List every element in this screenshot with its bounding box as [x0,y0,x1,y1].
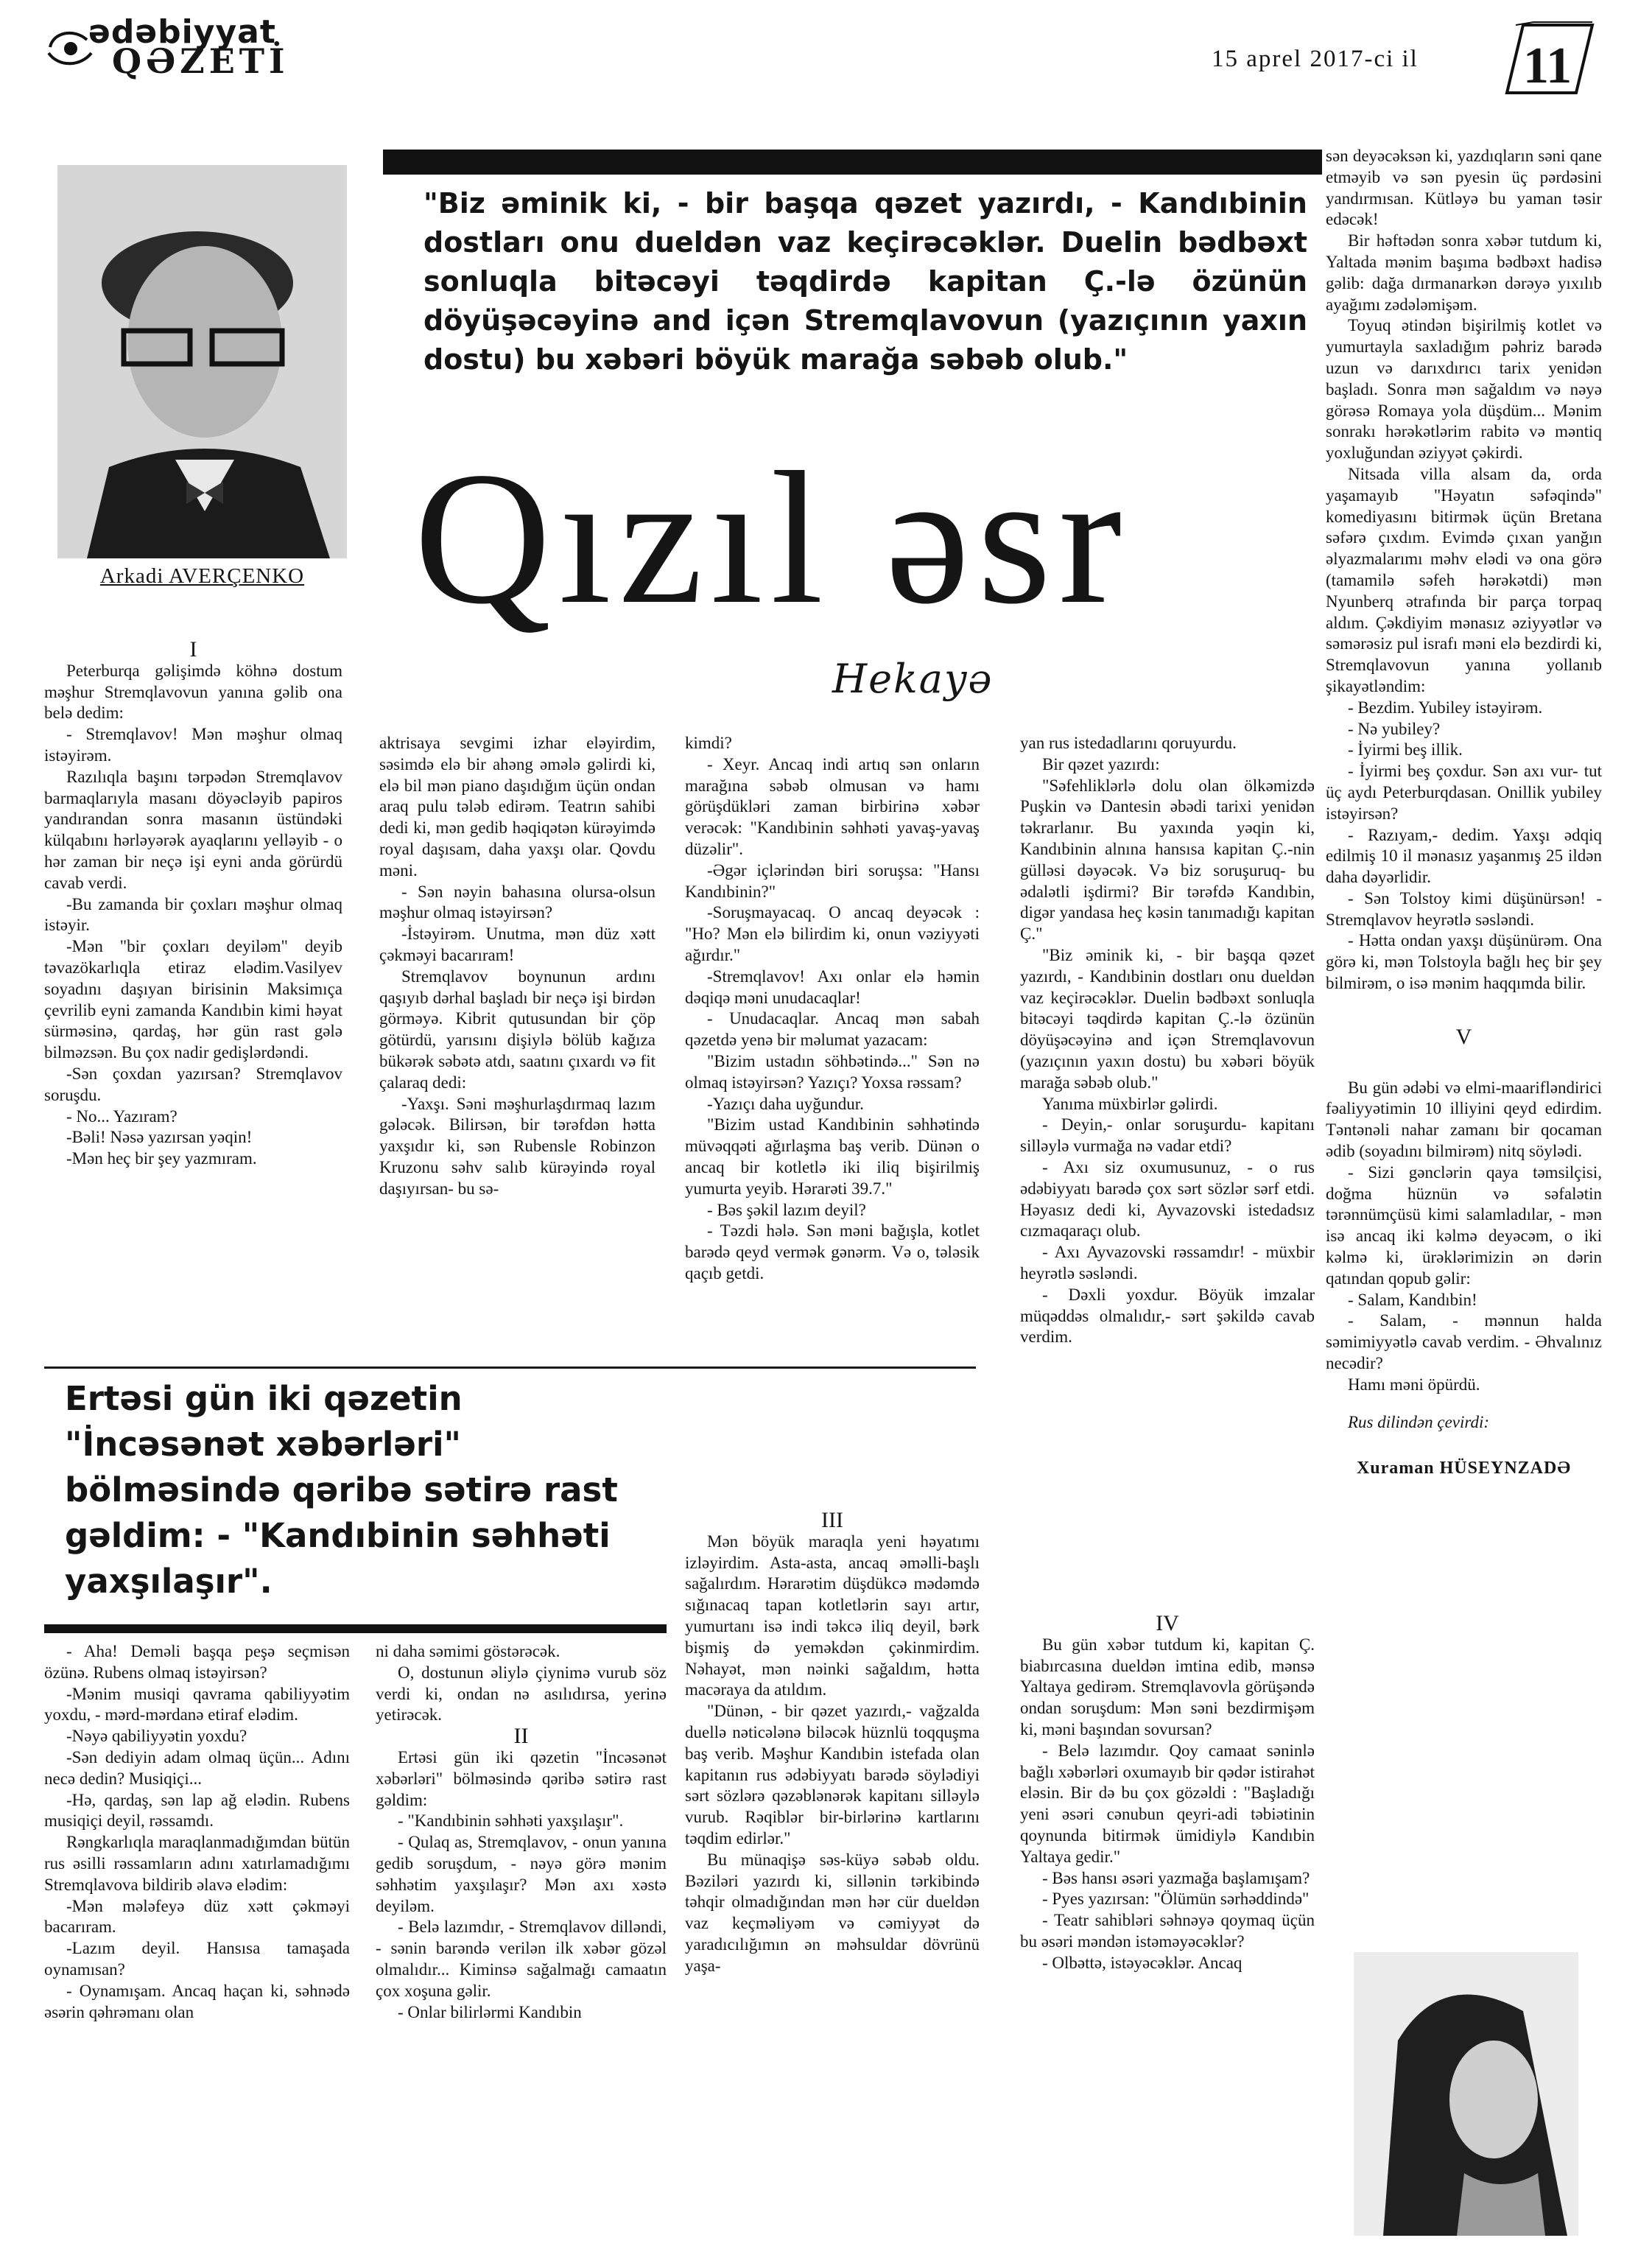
paragraph: -Soruşmayacaq. O ancaq deyəcək : "Ho? Mən elə bilirdim ki, onun vəziyyəti ağırdır." [685,903,980,964]
paragraph: - Belə lazımdır, - Stremqlavov dilləndi, - sənin barəndə verilən ilk xəbər gözəl olmalıdır... Kiminsə sağalmağı camaatın çox xoşuna gəlir. [376,1918,667,2000]
paragraph: - Razıyam,- dedim. Yaxşı ədqiq edilmiş 10 il mənasız yaşanmış 25 ildən daha dəyərlidir. [1326,825,1602,887]
paragraph: - Nə yubiley? [1348,719,1441,738]
paragraph: Razılıqla başını tərpədən Stremqlavov barmaqlarıyla masanı döyəcləyib papiros yandırandan sonra masanın üstündəki külqabını hərləyərək ayaqlarını yelləyib - o hər zaman bir neçə işi eyni anda görürdü cavab verdi. [44,767,342,892]
paragraph: Bir qəzet yazırdı: [1042,754,1160,773]
paragraph: - Xeyr. Ancaq indi artıq sən onların marağına səbəb olmusan və hamı görüşdükləri zaman birbirinə xəbər verəcək: "Kandıbinin səhhəti yavaş-yavaş düzəlir". [685,754,980,858]
page-number: 11 [1523,38,1572,94]
paragraph: - Təzdi hələ. Sən məni bağışla, kotlet barədə qeyd vermək gənərm. Və o, tələsik qaçıb getdi. [685,1221,980,1283]
paragraph: -Nəyə qabiliyyətin yoxdu? [66,1727,247,1746]
paragraph: -Lazım deyil. Hansısa tamaşada oynamısan? [44,1939,350,1979]
paragraph: -Əgər içlərindən biri soruşsa: "Hansı Kandıbinin?" [685,860,980,901]
paragraph: Nitsada villa alsam da, ordа yaşamayıb "Həyatın səfəqində" komediyasını bitirmək üçün Bretana səfərə çıxdım. Evimdə çıxan yanğın əlyazmalarımı məhv elədi və ona görə (tamamilə səfeh hərəkətdi) mən Nyunberq ətrafında bir parça torpaq aldım. Çəkdiyim mənasız əziyyətlər və səmərəsiz pul israfı məni elə bezdirdi ki, Stremqlavovun yanına yollanıb şikayətləndim: [1326,464,1602,695]
paragraph: Ertəsi gün iki qəzetin "İncəsənət xəbərləri" bölməsində qəribə sətirə rast gəldim: [376,1747,667,1809]
paragraph: -Bəli! Nəsə yazırsan yəqin! [66,1128,253,1147]
paragraph: yan rus istedadlarını qoruyurdu. [1020,734,1237,752]
translator-name: Xuraman HÜSEYNZADƏ [1356,1459,1572,1478]
paragraph: Toyuq ətindən bişirilmiş kotlet və yumurtayla saxladığım pəhriz barədə uzun və darıxdırıcı tarix yenidən başladı. Sonra mən sağaldım və nəyə görəsə Romaya yola düşdüm... Mənim sonrakı hərəkətlərim rabitə və məntiq yoxluğundan əziyyət çəkirdi. [1326,316,1602,463]
paragraph: - Deyin,- onlar soruşurdu- kapitanı silləylə vurmağa nə vadar etdi? [1020,1115,1315,1156]
paragraph: Bir həftədən sonra xəbər tutdum ki, Yaltada mənim başıma bədbəxt hadisə gəlib: dağa dırmanarkən dərəyə yıxılıb ayağımı zədələmişəm. [1326,231,1602,314]
paragraph: - Salam, Kandıbin! [1348,1290,1477,1309]
paragraph: - Teatr sahibləri səhnəyə qoymaq üçün bu əsəri məndən istəməyəcəklər? [1020,1911,1315,1951]
paragraph: -Mən "bir çoxları deyiləm" deyib təvazökarlıqla etiraz elədim.Vasilyev soyadını daşıyan birisinin Maksimıça çevrilib eyni zamanda Kandıbin kimi həyat sürməsinə, qardaş, hər gün rast gələ bilməzsən. Bu çox nadir gedişlərdəndi. [44,937,342,1062]
paragraph: -Yazıçı daha uyğundur. [707,1094,864,1113]
paragraph: aktrisaya sevgimi izhar eləyirdim, səsimdə elə bir ahəng əmələ gəlirdi ki, elə bil mən piano daşıdığım üçün ondan araq pulu tələb edirəm. Teatrın sahibi dedi ki, mən gedib həqiqətən kürəyimdə royal daşısam, daha yaxşı olar. Qovdu məni. [379,734,655,880]
paragraph: "Səfehliklərlə dolu olan ölkəmizdə Puşkin və Dantesin əbədi tarixi yenidən təkrarlanır. Bu yaxında yəqin ki, Kandıbinin alnına hansısa kapitan Ç.-nin gülləsi dəyəcək. Və biz soruşuruq- bu ədalətli işdirmi? Bir tərəfdə Kandıbin, digər yandasa heç kəsin tanımadığı kapitan Ç." [1020,776,1315,944]
paragraph: - Sizi gənclərin qaya təmsilçisi, doğma hüznün və səfalətin tərənnümçüsü kimi salamladılar, - mən isə ancaq iki kəlmə deyəcəm, o iki kəlmə ki, ürəklərimizin ən dərin qatından qopub gəlir: [1326,1162,1602,1288]
newspaper-logo [44,13,354,81]
paragraph: -Hə, qardaş, sən lap ağ elədin. Rubens musiqiçi deyil, rəssamdı. [44,1790,350,1831]
page-number-box [1501,21,1597,94]
paragraph: Yanıma müxbirlər gəlirdi. [1042,1094,1218,1113]
paragraph: Rəngkarlıqla maraqlanmadığımdan bütün rus əsilli rəssamların adını xatırlamadığımı Stremqlavova bildirib əlavə elədim: [44,1833,350,1894]
paragraph: - İyirmi beş illik. [1348,740,1463,759]
paragraph: "Bizim ustadın söhbətində..." Sən nə olmaq istəyirsən? Yazıçı? Yoxsa rəssam? [685,1051,980,1092]
paragraph: - Stremqlavov! Mən məşhur olmaq istəyirəm. [44,725,342,765]
paragraph: - Belə lazımdır. Qoy camaat səninlə bağlı xəbərləri oxumayıb bir qədər istirahət eləsin. Bir də bu çox gözəldi : "Başladığı yeni əsəri cənubun qeyri-adi təbiətinin qoynunda bitirmək ümidiylə Kandıbin Yaltaya gedir." [1020,1741,1315,1866]
column-4-top [1020,733,1315,1348]
paragraph: ni daha səmimi göstərəcək. [376,1642,560,1660]
paragraph: sən deyəcəksən ki, yazdıqların səni qane etməyib və sən pyesin üç pərdəsini yandırmısan. Kütləyə bu yaman təsir edəcək! [1326,147,1602,229]
paragraph: - Aha! Deməli başqa peşə seçmisən özünə. Rubens olmaq istəyirsən? [44,1642,350,1682]
column-3-top [685,733,980,1285]
story-title: Qızıl əsr [414,432,1130,643]
paragraph: - Sən nəyin bahasına olursa-olsun məşhur olmaq istəyirsən? [379,882,655,922]
paragraph: - Dəxli yoxdur. Böyük imzalar müqəddəs olmalıdır,- sərt şəkildə cavab verdim. [1020,1285,1315,1347]
paragraph: - Bəs şəkil lazım deyil? [707,1200,866,1219]
column-1-top [44,639,342,1170]
paragraph: -Mən mələfeyə düz xətt çəkməyi bacarıram. [44,1896,350,1937]
translator-credit: Rus dilindən çevirdi: [1348,1412,1490,1431]
paragraph: "Dünən, - bir qəzet yazırdı,- vağzalda duellə nəticələnə biləcək hüznlü toqquşma baş verib. Məşhur Kandıbin istefada olan kapitanın rus ədəbiyyatı barədə söylədiyi sərt sözlərə qəzəblənərək kapitanı silləylə vurub. Rəqiblər bir-birlərinə kartlarını təqdim edirlər." [685,1702,980,1848]
paragraph: - İyirmi beş çoxdur. Sən axı vur- tut üç aydı Peterburqdasan. Onillik yubiley istəyirsən? [1326,762,1602,823]
paragraph: Stremqlavov boynunun ardını qaşıyıb dərhal başladı bir neçə işi birdən görməyə. Kibrit qutusundan bir çöp götürdü, yarısını dişiylə bölüb kağıza bükərək səbətə atdı, saatını çıxardı və fit çalaraq dedi: [379,966,655,1092]
intro-quote: "Biz əminik ki, - bir başqa qəzet yazırdı, - Kandıbinin dostları onu dueldən vaz keçirəcəklər. Duelin bədbəxt sonluqla bitəcəyi təqdirdə kapitan Ç.-lə özünün döyüşəcəyinə and içən Stremqlavovun (yazıçının yaxın dostu) bu xəbəri böyük marağa səbəb olub." [423,187,1307,376]
paragraph: kimdi? [685,734,732,752]
paragraph: -Yaxşı. Səni məşhurlaşdırmaq lazım gələcək. Bilirsən, bir tərəfdən hətta yaxşıdır ki, sən Rubensle Robinzon Kruzonu səhv salıb kürəyində royal daşıyırsan- bu sə- [379,1094,655,1198]
paragraph: - Sən Tolstoy kimi düşünürsən! - Stremqlavov heyrətlə səsləndi. [1326,888,1602,929]
paragraph: - Unudacaqlar. Ancaq mən sabah qəzetdə yenə bir məlumat yazacam: [685,1009,980,1050]
top-rule [383,150,1322,175]
paragraph: "Bizim ustad Kandıbinin səhhətində müvəqqəti ağırlaşma baş verib. Dünən o ancaq bir kotletlə iki iliq bişirilmiş yumurta yeyib. Hərarəti 39.7." [685,1115,980,1198]
paragraph: - Salam, - mənnun halda səmimiyyətlə cavab verdim. - Əhvalınız necədir? [1326,1311,1602,1373]
paragraph: -Sən çoxdan yazırsan? Stremqlavov soruşdu. [44,1064,342,1104]
paragraph: - Oynamışam. Ancaq haçan ki, səhnədə əsərin qəhrəmanı olan [44,1981,350,2021]
paragraph: - Pyes yazırsan: "Ölümün sərhəddində" [1042,1890,1310,1909]
paragraph: -Mənim musiqi qavrama qabiliyyətim yoxdu, - mərd-mərdanə etiraf elədim. [44,1684,350,1725]
logo-line2: QƏZETİ [112,41,289,81]
section-number: II [513,1724,529,1749]
translator-photo [1354,1952,1578,2236]
column-3-bottom [685,1510,980,1977]
paragraph: - Onlar bilirlərmi Kandıbin [398,2002,582,2021]
paragraph: -Sən dediyin adam olmaq üçün... Adını necə dedin? Musiqiçi... [44,1747,350,1788]
column-2-bottom [376,1641,667,2023]
column-5 [1326,146,1602,1479]
paragraph: "Biz əminik ki, - bir başqa qəzet yazırdı, - Kandıbinin dostları onu dueldən vaz keçirəcəklər. Duelin bədbəxt sonluqla bitəcəyi təqdirdə kapitan Ç.-lə özünün döyüşəcəyinə and içən Stremqlavovun (yazıçının yaxın dostu) bu xəbəri böyük marağa səbəb olub." [1020,945,1315,1092]
author-photo [57,165,347,558]
pullquote-bottom-rule [44,1624,667,1633]
paragraph: O, dostunun əliylə çiynimə vurub söz verdi ki, ondan nə asılıdırsa, yerinə yetirəcək. [376,1663,667,1725]
paragraph: Hamı məni öpürdü. [1348,1375,1480,1394]
paragraph: Bu gün xəbər tutdum ki, kapitan Ç. biabırcasına dueldən imtina edib, mənsə Yaltaya gedirəm. Stremqlavovla görüşəndə ondan soruşdum: Mən səni bezdirmişəm ki, məni başından sovursan? [1020,1635,1315,1739]
paragraph: - Hətta ondan yaxşı düşünürəm. Ona görə ki, mən Tolstoyla bağlı heç bir şey bilmirəm, o isə mənim haqqımda bilir. [1326,931,1602,993]
section-number: V [1455,1024,1472,1049]
section-number: I [189,637,197,662]
section-number: IV [1156,1611,1179,1635]
paragraph: Bu münaqişə səs-küyə səbəb oldu. Bəziləri yazırdı ki, sillənin tərkibində təhqir olmadığından mən hər cür dueldən vaz keçməliyəm və cəmiyyət də yaradıcılığımın ən məhsuldar dövrünü yaşa- [685,1850,980,1975]
column-1-bottom [44,1641,350,2023]
paragraph: Peterburqa gəlişimdə köhnə dostum məşhur Stremqlavovun yanına gəlib ona belə dedim: [44,661,342,723]
paragraph: - Axı Ayvazovski rəssamdır! - müxbir heyrətlə səsləndi. [1020,1243,1315,1283]
column-4-bottom [1020,1613,1315,1974]
story-genre: Hekayə [832,656,994,702]
paragraph: - Olbəttə, istəyəcəklər. Ancaq [1042,1953,1242,1972]
section-number: III [821,1508,843,1532]
paragraph: -Bu zamanda bir çoxları məşhur olmaq istəyir. [44,894,342,935]
paragraph: -Mən heç bir şey yazmıram. [66,1149,257,1168]
paragraph: - No... Yazıram? [66,1106,177,1126]
paragraph: - Bezdim. Yubiley istəyirəm. [1348,698,1543,717]
paragraph: -Stremqlavov! Axı onlar elə həmin dəqiqə məni unudacaqlar! [685,966,980,1007]
column-2-top [379,733,655,1200]
logo-line1: ədəbiyyat [88,13,276,51]
paragraph: -İstəyirəm. Unutma, mən düz xətt çəkməyi bacarıram! [379,925,655,964]
pullquote-top-rule [44,1366,976,1369]
issue-date: 15 aprel 2017-ci il [1212,46,1419,72]
paragraph: - "Kandıbinin səhhəti yaxşılaşır". [398,1811,624,1831]
author-name: Arkadi AVERÇENKO [99,564,305,588]
paragraph: - Qulaq as, Stremqlavov, - onun yanına gedib soruşdum, - nəyə görə mənim səhhətim yaxşılaşır? Mən axı xəstə deyiləm. [376,1833,667,1915]
paragraph: Bu gün ədəbi və elmi-maarifləndirici fəaliyyətimin 10 illiyini qeyd edirdim. Təntənəli nahar zamanı bir qocaman ədib (soyadını bilmirəm) nitq söylədi. [1326,1078,1602,1161]
paragraph: Mən böyük maraqla yeni həyatımı izləyirdim. Asta-asta, ancaq əməlli-başlı sağalırdım. Hərarətim düşdükcə mədəmdə sığınacaq tapan kotletlərin sayı artır, yumurtanı isə indi təkcə iliq deyil, bərk bişmiş də yeməkdən çəkinmirdim. Nəhayət, mən nəinki sağaldım, hətta macəraya da atıldım. [685,1532,980,1699]
paragraph: - Axı siz oxumusunuz, - o rus ədəbiyyatı barədə çox sərt sözlər sərf etdi. Həyasız dedi ki, Ayvazovski istedadsız cızmaqaraçı olub. [1020,1157,1315,1241]
pullquote: Ertəsi gün iki qəzetin "İncəsənət xəbərləri" bölməsində qəribə sətirə rast gəldim: - "Kandıbinin səhhəti yaxşılaşır". [65,1379,618,1601]
paragraph: - Bəs hansı əsəri yazmağa başlamışam? [1042,1868,1310,1887]
